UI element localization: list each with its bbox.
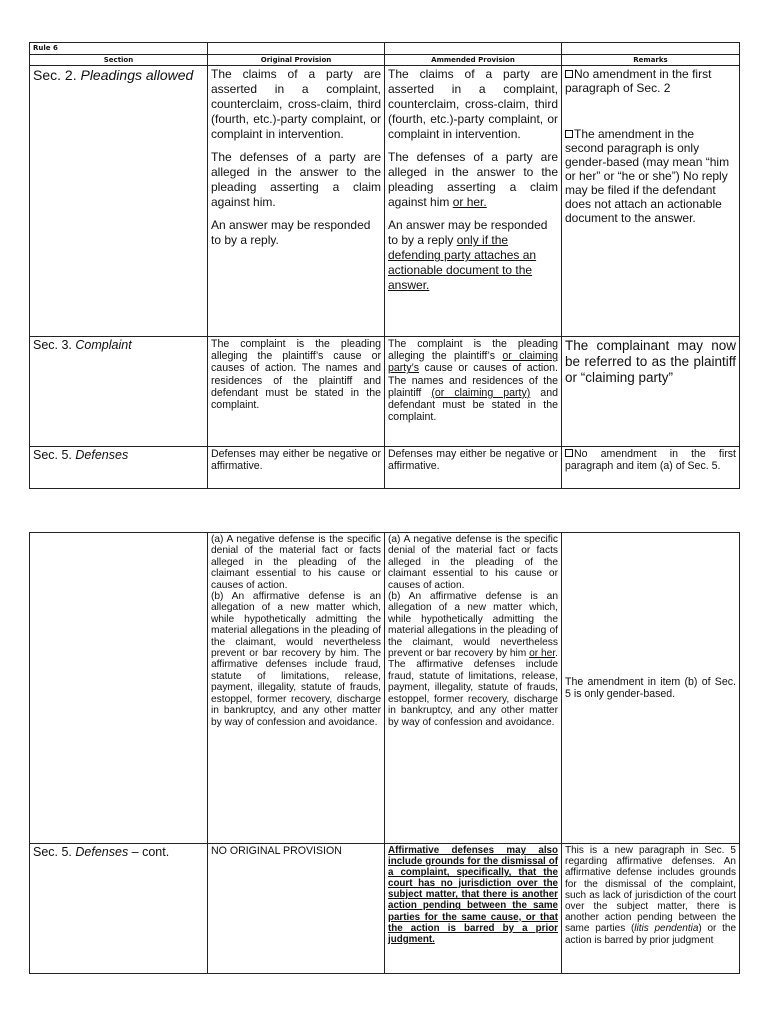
original-cell-sec3: The complaint is the pleading alleging the plaintiff’s cause or causes of action. The names and residences of the plaintiff and defendant must be stated in the complaint. <box>208 337 385 447</box>
original-paragraph: The defenses of a party are alleged in the answer to the pleading asserting a claim against him. <box>211 150 381 209</box>
remark-text: The amendment in the second paragraph is only gender-based (may mean “him or her” or “he or she”) No reply may be filed if the defendant does not attach an actionable document to the answer. <box>565 127 730 225</box>
amended-cell-sec5: Defenses may either be negative or affirmative. <box>385 447 562 489</box>
amended-cell-sec2 <box>385 66 562 337</box>
original-paragraph: The claims of a party are asserted in a complaint, counterclaim, cross-claim, third (fourth, etc.)-party complaint, or complaint in intervention. <box>211 67 381 141</box>
section-suffix: – cont. <box>128 845 170 859</box>
remarks-cell-sec3: The complainant may now be referred to as the plaintiff or “claiming party” <box>562 337 740 447</box>
table-row-sec2 <box>30 66 740 337</box>
original-cell-sec5-cont: NO ORIGINAL PROVISION <box>208 844 385 974</box>
remarks-cell-sec5 <box>562 447 740 489</box>
remark-italic: litis pendentia <box>634 923 699 935</box>
checkbox-icon <box>565 449 573 457</box>
amendment-underline: or her <box>529 648 556 660</box>
section-prefix: Sec. 3. <box>33 338 76 352</box>
remarks-cell-sec5-items: The amendment in item (b) of Sec. 5 is only gender-based. <box>562 533 740 844</box>
remark-text: No amendment in the first paragraph and item (a) of Sec. 5. <box>565 448 736 473</box>
header-section: Section <box>30 55 208 66</box>
original-cell-sec2 <box>208 66 385 337</box>
amendment-underline: only if the defending party attaches an actionable document to the answer. <box>388 233 537 292</box>
amended-paragraph: The claims of a party are asserted in a complaint, counterclaim, cross-claim, third (fourth, etc.)-party complaint, or complaint in intervention. <box>388 67 558 141</box>
table-row-sec3 <box>30 337 740 447</box>
table-row-sec5-items <box>30 533 740 844</box>
amended-cell-sec5-cont: Affirmative defenses may also include grounds for the dismissal of a complaint, specifically, that the court has no jurisdiction over the subject matter, that there is another action pending between the same parties for the same cause, or that the action is barred by a prior judgment. <box>385 844 562 974</box>
amended-paragraph: (b) An affirmative defense is an allegation of a new matter which, while hypothetically admitting the material allegations in the pleading of the claimant, would nevertheless prevent or bar recovery by him or her. The affirmative defenses include fraud, statute of limitations, release, payment, illegality, statute of frauds, estoppel, former recovery, discharge in bankruptcy, and any other matter by way of confession and avoidance. <box>388 591 558 728</box>
amended-paragraph: An answer may be responded to by a reply only if the defending party attaches an actionable document to the answer. <box>388 218 548 292</box>
remarks-cell-sec5-cont: This is a new paragraph in Sec. 5 regarding affirmative defenses. An affirmative defense includes grounds for the dismissal of the complaint, such as lack of jurisdiction of the court over the subject matter, there is another action pending between the same parties (litis pendentia) or the action is barred by prior judgment <box>562 844 740 974</box>
amended-cell-sec5-items <box>385 533 562 844</box>
section-title: Pleadings allowed <box>80 67 194 83</box>
remark-text: No amendment in the first paragraph of Sec. 2 <box>565 67 712 95</box>
remarks-cell-sec2 <box>562 66 740 337</box>
amendment-underline: or claiming party’s <box>388 350 558 375</box>
table-row-sec5 <box>30 447 740 489</box>
header-amended: Ammended Provision <box>385 55 562 66</box>
section-prefix: Sec. 2. <box>33 67 77 83</box>
original-paragraph: (b) An affirmative defense is an allegation of a new matter which, while hypothetically admitting the material allegations in the pleading of the claimant, would nevertheless prevent or bar recovery by him. The affirmative defenses include fraud, statute of limitations, release, payment, illegality, statute of frauds, estoppel, former recovery, discharge in bankruptcy, and any other matter by way of confession and avoidance. <box>211 591 381 728</box>
amended-cell-sec3: The complaint is the pleading alleging the plaintiff’s or claiming party’s cause or causes of action. The names and residences of the plaintiff (or claiming party) and defendant must be stated in the complaint. <box>385 337 562 447</box>
original-paragraph: An answer may be responded to by a reply. <box>211 218 371 247</box>
original-cell-sec5: Defenses may either be negative or affirmative. <box>208 447 385 489</box>
header-remarks: Remarks <box>562 55 740 66</box>
amendments-table-page2 <box>29 532 740 974</box>
amendment-underline: (or claiming party) <box>431 386 531 399</box>
section-title: Defenses <box>75 448 129 462</box>
amendment-underline: or her. <box>452 195 487 209</box>
original-paragraph: (a) A negative defense is the specific denial of the material fact or facts alleged in the pleading of the claimant essential to his cause or causes of action. <box>211 534 381 591</box>
amendments-table-page1 <box>29 42 740 489</box>
section-cell-sec3 <box>30 337 208 447</box>
checkbox-icon <box>565 130 573 138</box>
rule-label: Rule 6 <box>30 43 208 55</box>
section-cell-sec2 <box>30 66 208 337</box>
header-row <box>30 55 740 66</box>
rule-row <box>30 43 740 55</box>
amended-paragraph: (a) A negative defense is the specific denial of the material fact or facts alleged in the pleading of the claimant essential to his cause or causes of action. <box>388 534 558 591</box>
section-cell-sec5 <box>30 447 208 489</box>
section-cell-sec5-cont <box>30 844 208 974</box>
original-cell-sec5-items <box>208 533 385 844</box>
checkbox-icon <box>565 70 573 78</box>
amended-paragraph: The defenses of a party are alleged in the answer to the pleading asserting a claim against him or her. <box>388 150 558 209</box>
section-title: Complaint <box>75 338 132 352</box>
table-row-sec5-cont <box>30 844 740 974</box>
section-title: Defenses <box>75 845 129 859</box>
section-prefix: Sec. 5. <box>33 448 76 462</box>
header-original: Original Provision <box>208 55 385 66</box>
section-prefix: Sec. 5. <box>33 845 76 859</box>
section-cell-empty <box>30 533 208 844</box>
